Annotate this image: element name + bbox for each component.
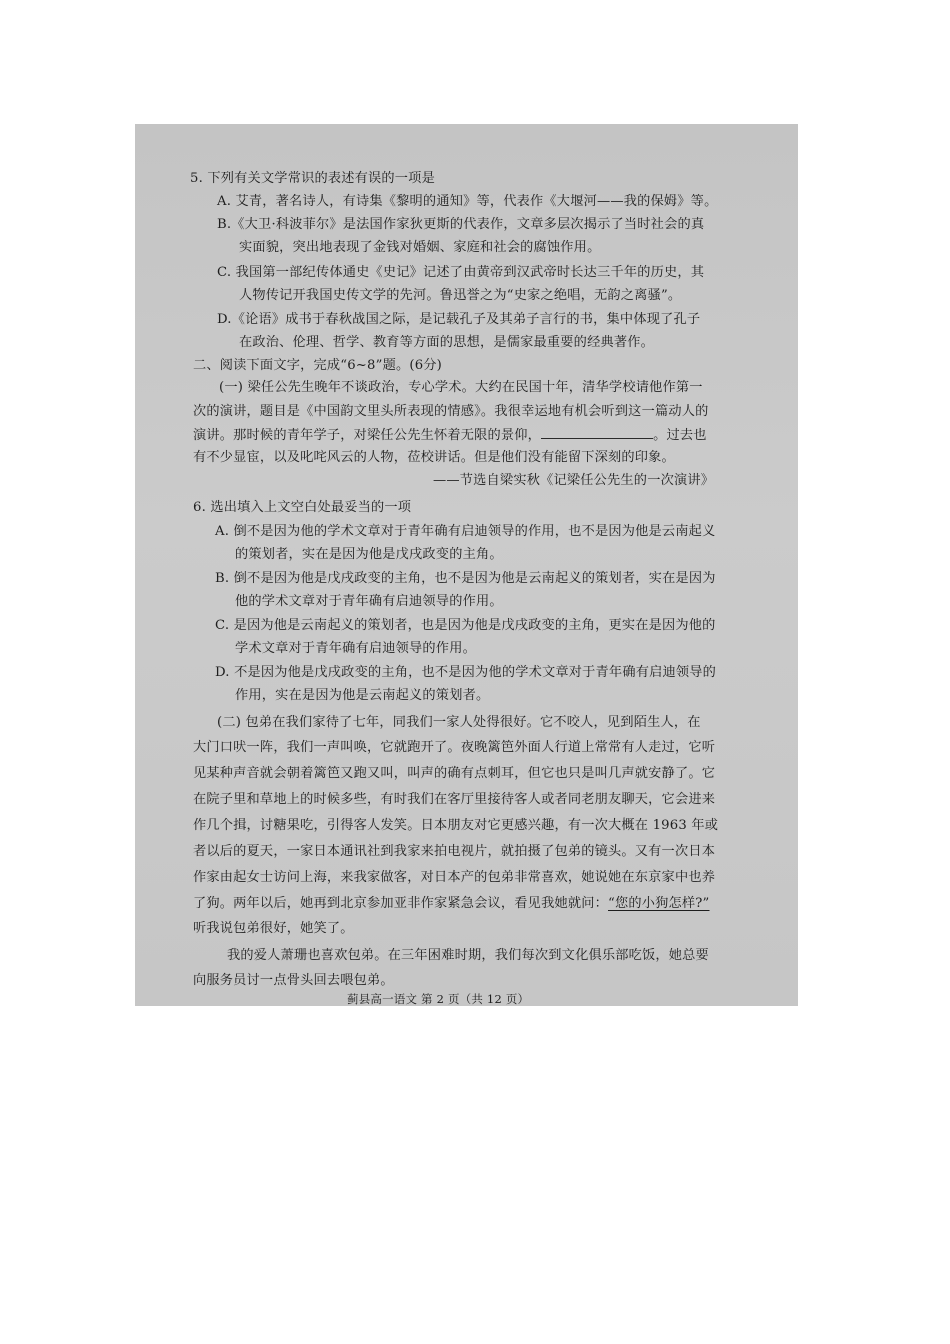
passage-2-line9: 听我说包弟很好，她笑了。 [193,921,354,936]
passage-2-line10: 我的爱人萧珊也喜欢包弟。在三年困难时期，我们每次到文化俱乐部吃饭，她总要 [227,948,709,963]
passage-1-line3-after-blank: 。过去也 [653,428,707,443]
question-6-option-c-line2: 学术文章对于青年确有启迪领导的作用。 [235,641,476,656]
passage-1-source: ——节选自梁实秋《记梁任公先生的一次演讲》 [433,473,715,488]
fill-in-blank [541,426,653,439]
question-5-option-c-line1: C. 我国第一部纪传体通史《史记》记述了由黄帝到汉武帝时长达三千年的历史，其 [217,265,705,280]
question-6-stem: 6. 选出填入上文空白处最妥当的一项 [193,500,412,515]
question-6-option-a-line1: A. 倒不是因为他的学术文章对于青年确有启迪领导的作用，也不是因为他是云南起义 [215,524,716,539]
question-5-option-b-line1: B.《大卫·科波菲尔》是法国作家狄更斯的代表作，文章多层次揭示了当时社会的真 [217,217,705,232]
page-footer: 蓟县高一语文 第 2 页（共 12 页） [347,992,530,1006]
question-5-option-d-line1: D.《论语》成书于春秋战国之际，是记载孔子及其弟子言行的书，集中体现了孔子 [217,312,701,327]
passage-2-line4: 在院子里和草地上的时候多些，有时我们在客厅里接待客人或者同老朋友聊天，它会进来 [193,792,716,807]
passage-2-line5: 作几个揖，讨糖果吃，引得客人发笑。日本朋友对它更感兴趣，有一次大概在 1963 年或 [193,818,719,833]
question-6-option-b-line1: B. 倒不是因为他是戊戌政变的主角，也不是因为他是云南起义的策划者，实在是因为 [215,571,716,586]
passage-2-line2: 大门口吠一阵，我们一声叫唤，它就跑开了。夜晚篱笆外面人行道上常常有人走过，它听 [193,740,716,755]
passage-2-line1: (二) 包弟在我们家待了七年，同我们一家人处得很好。它不咬人，见到陌生人，在 [217,715,701,730]
passage-2-line3: 见某种声音就会朝着篱笆又跑又叫，叫声的确有点刺耳，但它也只是叫几声就安静了。它 [193,766,716,781]
question-6-option-c-line1: C. 是因为他是云南起义的策划者，也是因为他是戊戌政变的主角，更实在是因为他的 [215,618,716,633]
underlined-quote: “您的小狗怎样?” [608,896,710,911]
passage-1-line3-before-blank: 演讲。那时候的青年学子，对梁任公先生怀着无限的景仰， [193,428,542,443]
passage-2-line6: 者以后的夏天，一家日本通讯社到我家来拍电视片，就拍摄了包弟的镜头。又有一次日本 [193,844,716,859]
passage-2-line8 [193,895,710,913]
passage-1-line2: 次的演讲，题目是《中国韵文里头所表现的情感》。我很幸运地有机会听到这一篇动人的 [193,404,709,419]
passage-2-line7: 作家由起女士访问上海，来我家做客，对日本产的包弟非常喜欢，她说她在东京家中也养 [193,870,716,885]
passage-1-line3 [193,426,707,445]
passage-2-line8-text: 了狗。两年以后，她再到北京参加亚非作家紧急会议，看见我她就问： [193,896,609,911]
section-2-heading: 二、阅读下面文字，完成“6~8”题。(6分) [193,358,443,373]
question-6-option-d-line2: 作用，实在是因为他是云南起义的策划者。 [235,688,490,703]
question-6-option-a-line2: 的策划者，实在是因为他是戊戌政变的主角。 [235,547,503,562]
question-5-stem: 5. 下列有关文学常识的表述有误的一项是 [190,171,435,186]
question-5-option-c-line2: 人物传记开我国史传文学的先河。鲁迅誉之为“史家之绝唱，无韵之离骚”。 [239,288,682,303]
question-6-option-d-line1: D. 不是因为他是戊戌政变的主角，也不是因为他的学术文章对于青年确有启迪领导的 [215,665,717,680]
question-5-option-b-line2: 实面貌，突出地表现了金钱对婚姻、家庭和社会的腐蚀作用。 [239,240,601,255]
question-5-option-a: A. 艾青，著名诗人，有诗集《黎明的通知》等，代表作《大堰河——我的保姆》等。 [217,194,718,209]
passage-1-line4: 有不少显宦，以及叱咤风云的人物，莅校讲话。但是他们没有能留下深刻的印象。 [193,450,675,465]
passage-1-line1: (一) 梁任公先生晚年不谈政治，专心学术。大约在民国十年，清华学校请他作第一 [219,380,703,395]
passage-2-line11: 向服务员讨一点骨头回去喂包弟。 [193,973,394,988]
question-6-option-b-line2: 他的学术文章对于青年确有启迪领导的作用。 [235,594,503,609]
scanned-exam-page [135,124,798,1006]
question-5-option-d-line2: 在政治、伦理、哲学、教育等方面的思想，是儒家最重要的经典著作。 [239,335,655,350]
